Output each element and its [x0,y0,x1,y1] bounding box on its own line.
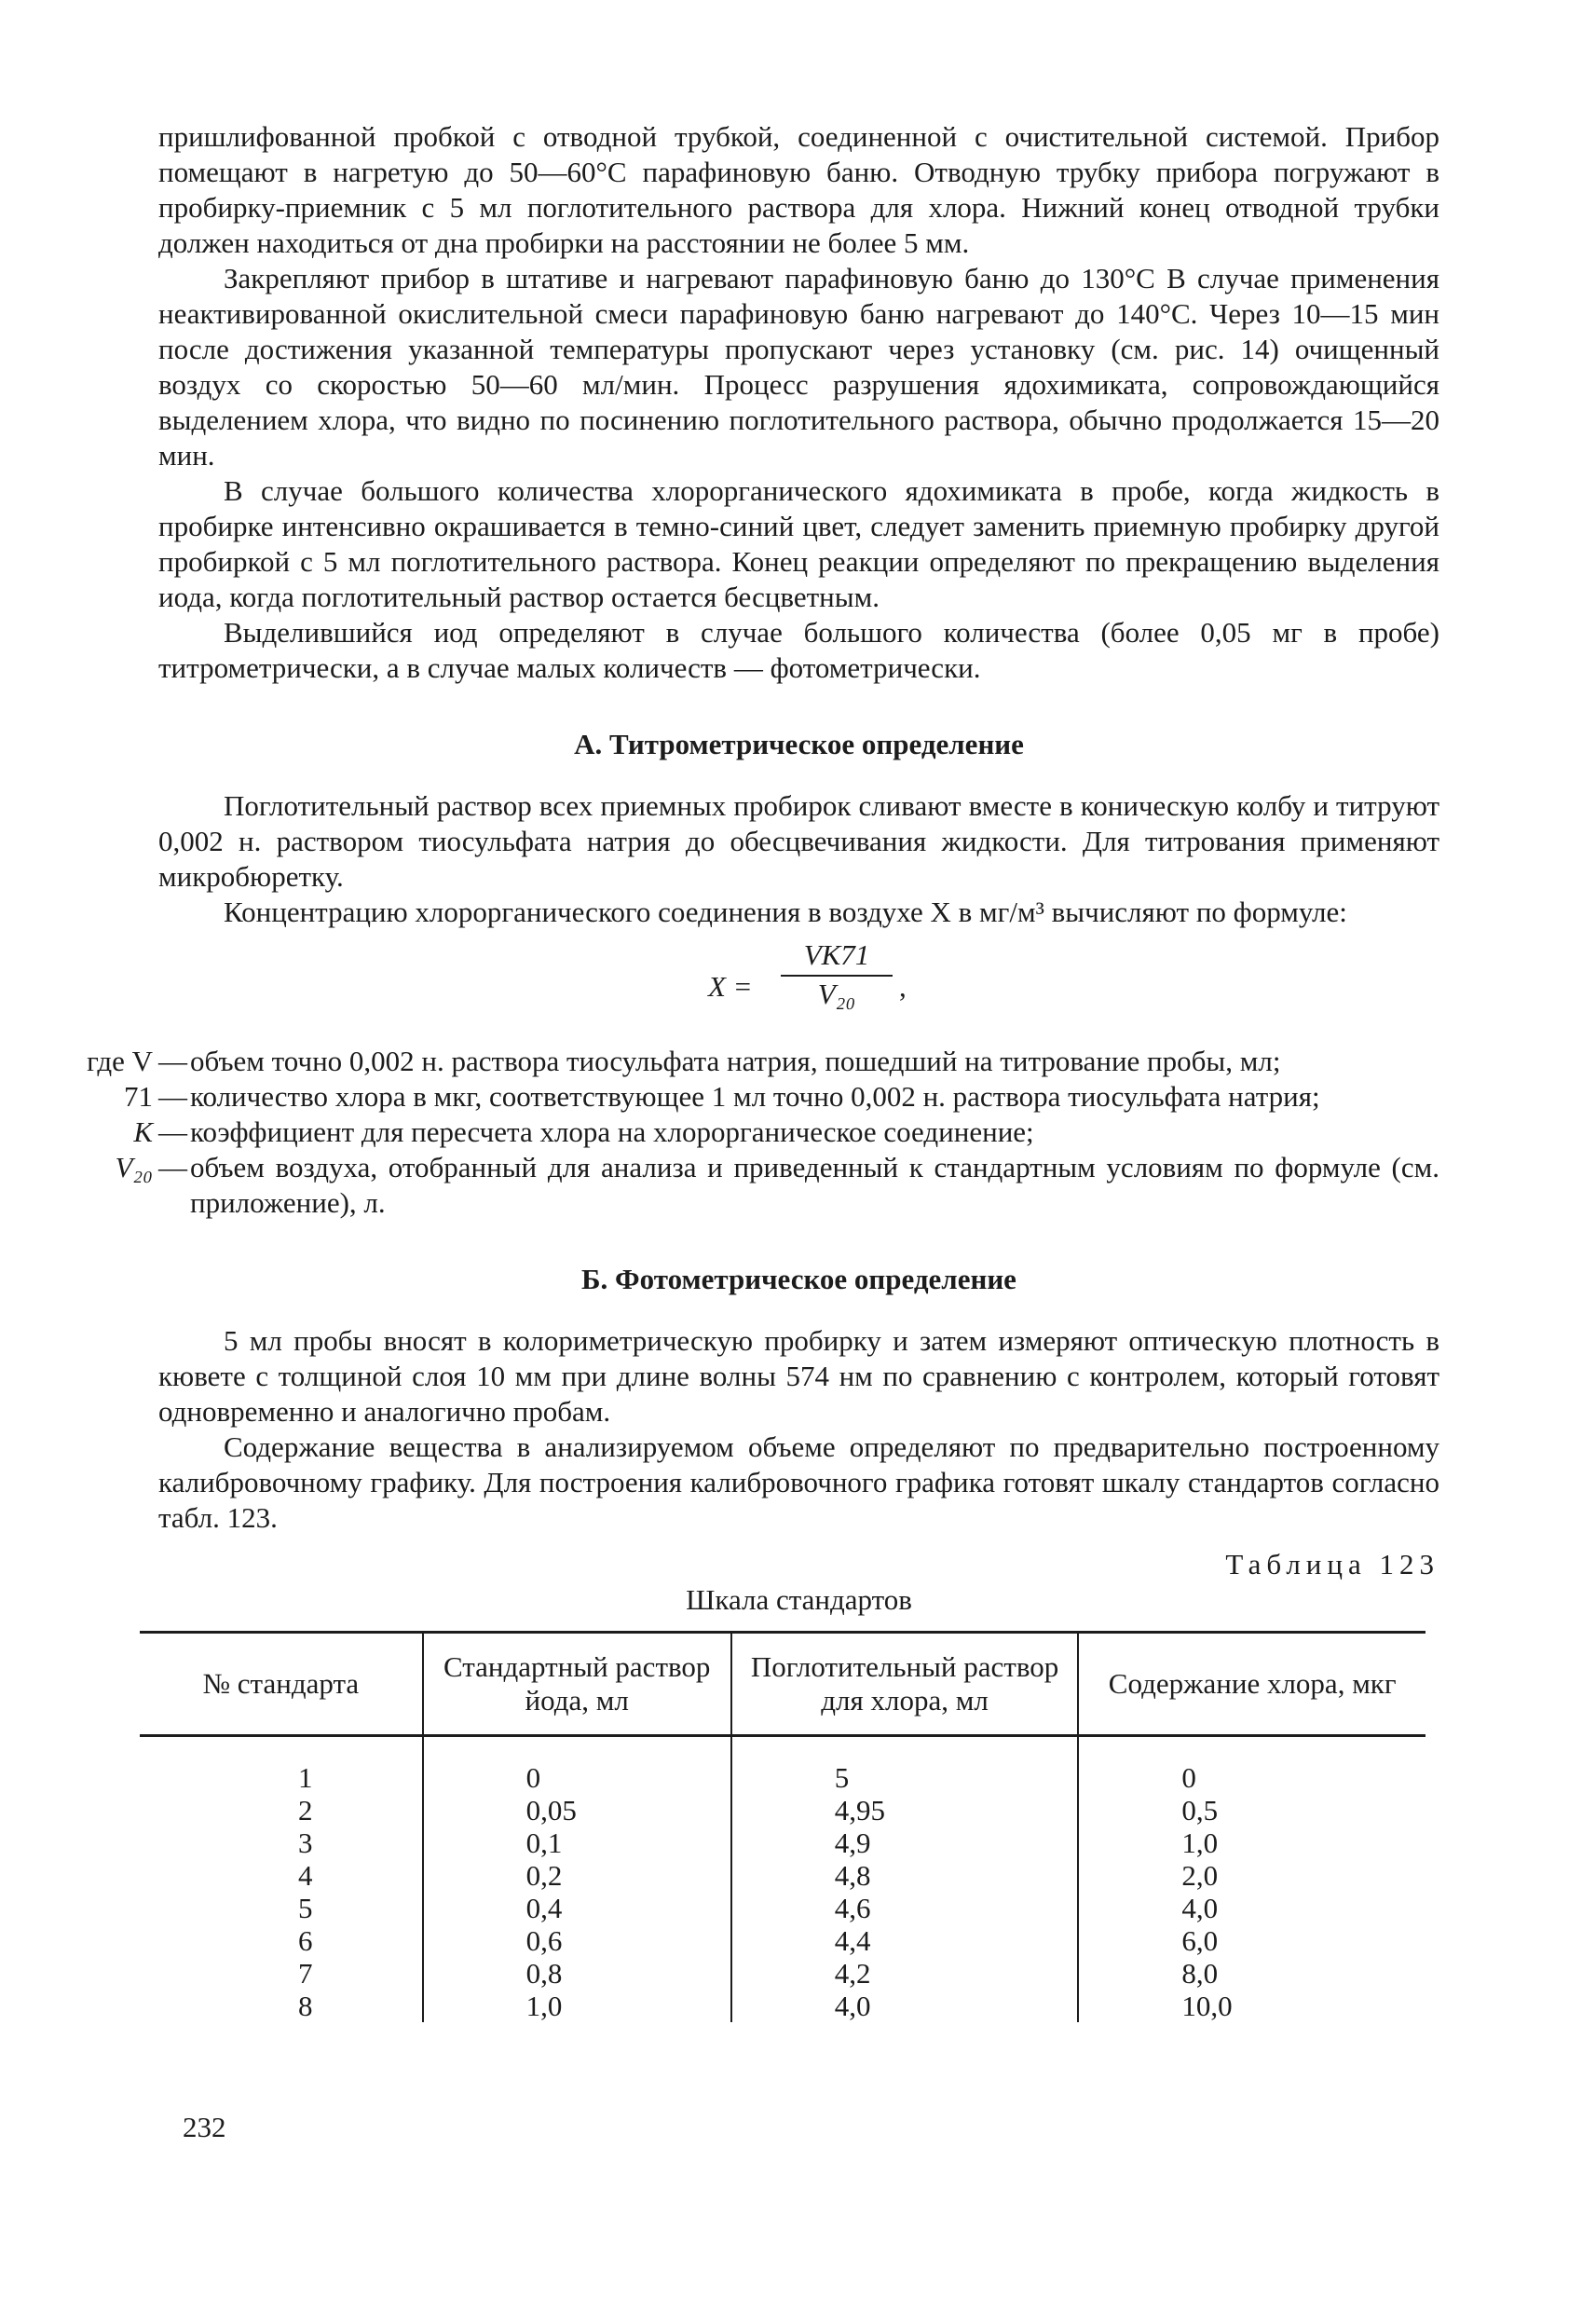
section-heading-photometric: Б. Фотометрическое определение [581,1263,1016,1295]
table-row [140,1826,1425,1859]
definition-dash: — [158,1151,187,1183]
page-body [87,119,1439,2022]
header-standard-number: № стандарта [202,1667,360,1700]
table-row [140,1859,1425,1892]
formula-fraction [781,937,893,1012]
table-row [140,1957,1425,1990]
header-chlorine-content: Содержание хлора, мкг [1078,1633,1425,1736]
table-cell: 7 [298,1957,313,1990]
definition-symbol: V₂₀ [115,1151,153,1183]
table-cell: 0,2 [423,1859,731,1892]
formula-denominator: V₂₀ [817,978,856,1010]
table-cell: 4,95 [731,1794,1079,1826]
definition-dash: — [158,1115,187,1148]
table-cell: 0,8 [423,1957,731,1990]
table-cell: 6 [298,1924,313,1957]
paragraph: пришлифованной пробкой с отводной трубкой, соединенной с очистительной системой. Прибор помещают в нагретую до 50—60°С парафиновую баню. Отводную трубку прибора погружают в пробирку-приемник с 5 мл поглотительного раствора для хлора. Нижний конец отводной трубки должен находиться от дна пробирки на расстоянии не более 5 мм. [158,120,1439,259]
definition-row [0,1150,1439,1221]
formula-lhs: X = [708,970,753,1003]
paragraph: Содержание вещества в анализируемом объеме определяют по предварительно построенному калибровочному графику. Для построения калибровочного графика готовят шкалу стандартов согласно табл. 123. [158,1430,1439,1534]
table-row [140,1892,1425,1924]
table-cell: 0,6 [423,1924,731,1957]
table-cell: 0,4 [423,1892,731,1924]
definition-row [0,1044,1439,1079]
table-cell: 3 [298,1826,313,1859]
table-cell: 5 [731,1736,1079,1795]
header-absorbing-solution: Поглотительный раствор для хлора, мл [731,1633,1079,1736]
table-cell: 1,0 [1078,1826,1425,1859]
standards-table [140,1631,1425,2022]
table-cell: 2 [298,1794,313,1826]
table-cell: 1,0 [423,1990,731,2022]
formula-numerator: VK71 [781,937,893,977]
header-iodine-solution: Стандартный раствор йода, мл [423,1633,731,1736]
table-cell: 10,0 [1078,1990,1425,2022]
table-row [140,1924,1425,1957]
definition-row [0,1079,1439,1115]
page-number: 232 [183,2111,226,2143]
paragraph: Закрепляют прибор в штативе и нагревают парафиновую баню до 130°С В случае применения неактивированной окислительной смеси парафиновую баню нагревают до 140°С. Через 10—15 мин после достижения указанной температуры пропускают через установку (см. рис. 14) очищенный воздух со скоростью 50—60 мл/мин. Процесс разрушения ядохимиката, сопровождающийся выделением хлора, что видно по посинению поглотительного раствора, обычно продолжается 15—20 мин. [158,262,1439,472]
table-row [140,1736,1425,1795]
table-cell: 8,0 [1078,1957,1425,1990]
definition-dash: — [158,1045,187,1077]
definition-symbol: где V [87,1045,153,1077]
table-cell: 4,0 [731,1990,1079,2022]
paragraph: Концентрацию хлорорганического соединения в воздухе X в мг/м³ вычисляют по формуле: [224,896,1347,928]
section-heading-titrometric: А. Титрометрическое определение [574,728,1024,760]
table-cell: 6,0 [1078,1924,1425,1957]
definition-text: количество хлора в мкг, соответствующее 1 мл точно 0,002 н. раствора тиосульфата натрия; [190,1080,1320,1113]
table-row [140,1794,1425,1826]
table-cell: 0,5 [1078,1794,1425,1826]
definition-row [0,1115,1439,1150]
definition-symbol: 71 [124,1080,153,1113]
table-cell: 0,1 [423,1826,731,1859]
table-cell: 0 [423,1736,731,1795]
variable-definitions [87,1044,1439,1221]
table-cell: 4,0 [1078,1892,1425,1924]
paragraph: 5 мл пробы вносят в колориметрическую пробирку и затем измеряют оптическую плотность в кювете с толщиной слоя 10 мм при длине волны 574 нм по сравнению с контролем, который готовят одновременно и аналогично пробам. [158,1324,1439,1428]
table-cell: 4 [298,1859,313,1892]
definition-text: объем воздуха, отобранный для анализа и приведенный к стандартным условиям по формуле (см. приложение), л. [190,1151,1439,1219]
table-row [140,1990,1425,2022]
table-cell: 4,2 [731,1957,1079,1990]
table-body [140,1736,1425,2023]
table-header-row [140,1633,1425,1736]
paragraph: Выделившийся иод определяют в случае большого количества (более 0,05 мг в пробе) титрометрически, а в случае малых количеств — фотометрически. [158,616,1439,684]
table-cell: 4,8 [731,1859,1079,1892]
definition-text: коэффициент для пересчета хлора на хлорорганическое соединение; [190,1115,1034,1148]
definition-symbol: K [133,1115,153,1148]
table-cell: 5 [298,1892,313,1924]
definition-text: объем точно 0,002 н. раствора тиосульфата натрия, пошедший на титрование пробы, мл; [190,1045,1281,1077]
table-cell: 8 [298,1990,313,2022]
table-cell: 4,9 [731,1826,1079,1859]
table-cell: 4,4 [731,1924,1079,1957]
table-cell: 4,6 [731,1892,1079,1924]
table-cell: 1 [298,1761,313,1794]
paragraph: В случае большого количества хлорорганического ядохимиката в пробе, когда жидкость в пробирке интенсивно окрашивается в темно-синий цвет, следует заменить приемную пробирку другой пробиркой с 5 мл поглотительного раствора. Конец реакции определяют по прекращению выделения иода, когда поглотительный раствор остается бесцветным. [158,474,1439,613]
formula [158,930,1439,1040]
paragraph: Поглотительный раствор всех приемных пробирок сливают вместе в коническую колбу и титруют 0,002 н. раствором тиосульфата натрия до обесцвечивания жидкости. Для титрования применяют микробюретку. [158,789,1439,893]
table-label: Таблица 123 [1225,1548,1439,1580]
table-cell: 0 [1078,1736,1425,1795]
definition-dash: — [158,1080,187,1113]
formula-comma: , [899,970,907,1003]
table-caption: Шкала стандартов [686,1583,912,1616]
table-cell: 2,0 [1078,1859,1425,1892]
table-cell: 0,05 [423,1794,731,1826]
